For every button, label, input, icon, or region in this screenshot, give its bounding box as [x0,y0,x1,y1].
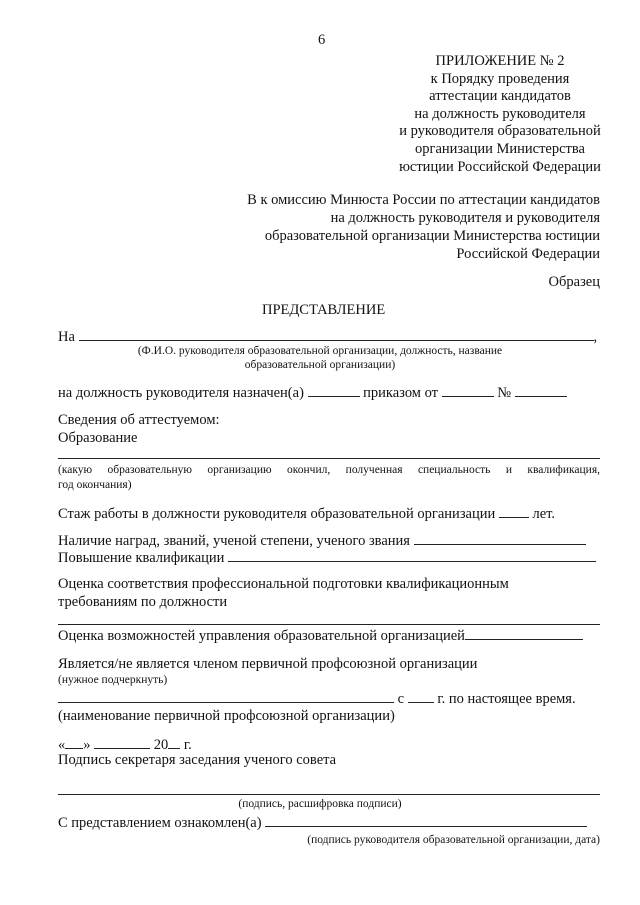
assessment-2-label: Оценка возможностей управления образовательной организацией [58,628,465,644]
union-since: с [397,691,405,707]
date-day-field[interactable] [65,736,83,749]
document-title: ПРЕДСТАВЛЕНИЕ [262,302,386,318]
addressee-line: на должность руководителя и руководителя [330,210,600,226]
appendix-line: юстиции Российской Федерации [399,158,601,175]
union-hint: (нужное подчеркнуть) [58,674,168,686]
appendix-line: и руководителя образовательной [399,123,601,140]
acquainted-label: С представлением ознакомлен(а) [58,815,262,831]
qualification-field[interactable] [228,549,596,562]
experience-unit: лет. [532,506,556,522]
union-row [58,690,576,708]
assessment-2-field[interactable] [465,627,583,640]
experience-label: Стаж работы в должности руководителя образовательной организации [58,506,496,522]
appendix-line: ПРИЛОЖЕНИЕ № 2 [435,53,565,69]
assessment-1-field[interactable] [58,624,600,625]
appointed-field[interactable] [308,384,360,397]
order-date-field[interactable] [442,384,494,397]
qualification-label: Повышение квалификации [58,550,225,566]
to-caption-2: образовательной организации) [244,359,396,371]
page-number: 6 [318,32,326,48]
to-row: На , [58,329,598,345]
education-label: Образование [58,430,138,446]
awards-field[interactable] [414,532,586,545]
appointment-row [58,384,567,402]
union-until: г. по настоящее время. [437,691,576,707]
secretary-caption: (подпись, расшифровка подписи) [238,798,402,810]
experience-row [58,505,555,523]
to-field[interactable] [79,328,594,341]
assessment-2-row [58,627,583,645]
secretary-label: Подпись секретаря заседания ученого совета [58,752,337,768]
appendix-line: к Порядку проведения [430,70,570,87]
info-label: Сведения об аттестуемом: [58,412,220,428]
experience-field[interactable] [499,505,529,518]
acquainted-row [58,814,587,832]
assessment-1b: требованиям по должности [58,594,228,610]
appendix-header [385,53,615,176]
appointed-label: на должность руководителя назначен(а) [58,385,304,401]
addressee-line: образовательной организации Министерства юстиции [264,228,600,244]
union-label: Является/не является членом первичной профсоюзной организации [58,656,478,672]
date-year-field[interactable] [168,736,180,749]
appendix-line: на должность руководителя [414,105,586,122]
awards-label: Наличие наград, званий, ученой степени, ученого звания [58,533,410,549]
order-number-field[interactable] [515,384,567,397]
to-caption-1: (Ф.И.О. руководителя образовательной организации, должность, название [137,345,503,357]
date-month-field[interactable] [94,736,150,749]
to-label: На [58,329,75,345]
date-suffix: г. [183,737,192,753]
date-open: « [58,737,66,753]
addressee-line: Российской Федерации [456,246,600,262]
education-caption-1: (какую образовательную организацию окончил, полученная специальность и квалификация, [58,464,600,476]
number-label: № [497,385,512,401]
date-year: 20 [153,737,169,753]
order-label: приказом от [363,385,438,401]
acquainted-caption: (подпись руководителя образовательной организации, дата) [307,834,600,846]
assessment-1a: Оценка соответствия профессиональной подготовки квалификационным [58,576,509,592]
union-caption: (наименование первичной профсоюзной организации) [58,708,395,724]
acquainted-signature-field[interactable] [265,814,587,827]
addressee [247,191,600,263]
date-close: » [83,737,91,753]
education-field[interactable] [58,458,600,459]
addressee-line: В к омиссию Минюста России по аттестации кандидатов [247,192,600,208]
education-caption-2: год окончания) [58,479,132,491]
union-name-field[interactable] [58,690,394,703]
awards-row [58,532,586,550]
qualification-row [58,549,596,567]
secretary-signature-field[interactable] [58,794,600,795]
appendix-line: организации Министерства [415,140,585,157]
union-year-field[interactable] [408,690,434,703]
sample-label: Образец [548,274,600,290]
appendix-line: аттестации кандидатов [429,88,571,105]
